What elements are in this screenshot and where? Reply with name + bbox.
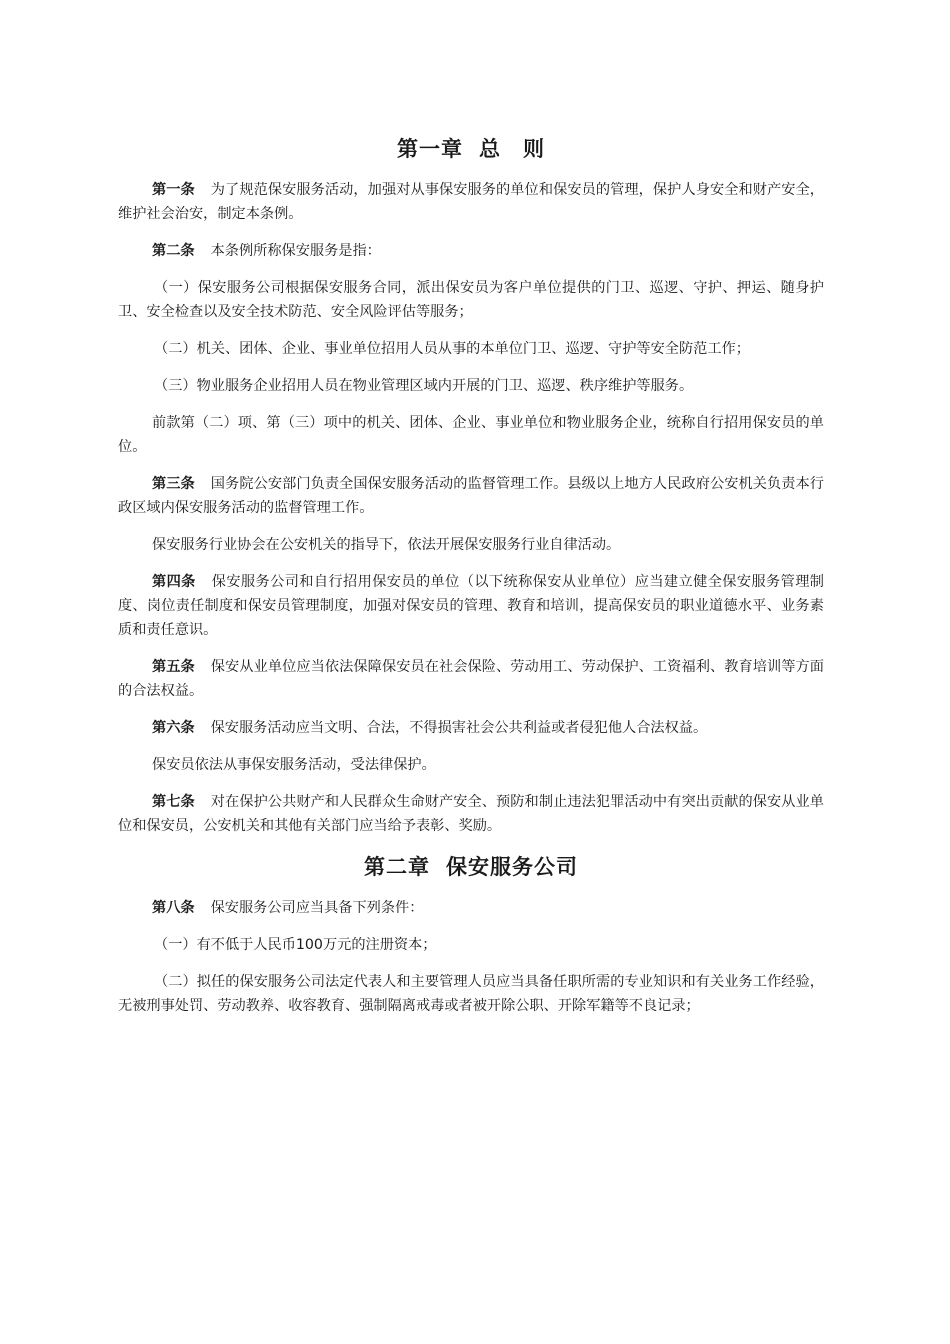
article-3 — [118, 472, 824, 520]
article-8 — [118, 896, 824, 920]
article-3-extra: 保安服务行业协会在公安机关的指导下，依法开展保安服务行业自律活动。 — [152, 537, 621, 553]
article-8-item-2: （二）拟任的保安服务公司法定代表人和主要管理人员应当具备任职所需的专业知识和有关业务工作经验，无被刑事处罚、劳动教养、收容教育、强制隔离戒毒或者被开除公职、开除军籍等不良记录； — [118, 974, 824, 1014]
article-7-label: 第七条 — [152, 794, 195, 810]
article-1-label: 第一条 — [152, 182, 195, 198]
article-2-item-2: （二）机关、团体、企业、事业单位招用人员从事的本单位门卫、巡逻、守护等安全防范工作； — [154, 341, 750, 357]
article-7 — [118, 790, 824, 838]
article-7-text: 对在保护公共财产和人民群众生命财产安全、预防和制止违法犯罪活动中有突出贡献的保安从业单位和保安员，公安机关和其他有关部门应当给予表彰、奖励。 — [118, 794, 824, 834]
article-1-text: 为了规范保安服务活动，加强对从事保安服务的单位和保安员的管理，保护人身安全和财产安全，维护社会治安，制定本条例。 — [118, 182, 824, 222]
chapter-2-heading — [118, 852, 824, 882]
article-6 — [118, 716, 824, 740]
chapter-1-title: 总 则 — [479, 137, 545, 161]
article-2-item-3: （三）物业服务企业招用人员在物业管理区域内开展的门卫、巡逻、秩序维护等服务。 — [154, 378, 694, 394]
article-5 — [118, 655, 824, 703]
article-3-text: 国务院公安部门负责全国保安服务活动的监督管理工作。县级以上地方人民政府公安机关负责本行政区域内保安服务活动的监督管理工作。 — [118, 476, 824, 516]
article-2-text: 本条例所称保安服务是指： — [210, 243, 381, 259]
article-6-extra: 保安员依法从事保安服务活动，受法律保护。 — [152, 757, 436, 773]
chapter-2-title: 保安服务公司 — [446, 855, 578, 879]
article-8-item-1: （一）有不低于人民币100万元的注册资本； — [154, 937, 437, 953]
article-3-label: 第三条 — [152, 476, 195, 492]
article-5-text: 保安从业单位应当依法保障保安员在社会保险、劳动用工、劳动保护、工资福利、教育培训等方面的合法权益。 — [118, 659, 824, 699]
article-4-label: 第四条 — [152, 574, 196, 590]
article-2-extra: 前款第（二）项、第（三）项中的机关、团体、企业、事业单位和物业服务企业，统称自行招用保安员的单位。 — [118, 415, 824, 455]
article-8-text: 保安服务公司应当具备下列条件： — [210, 900, 424, 916]
article-2-label: 第二条 — [152, 243, 195, 259]
article-4 — [118, 570, 824, 642]
article-6-text: 保安服务活动应当文明、合法，不得损害社会公共利益或者侵犯他人合法权益。 — [210, 720, 708, 736]
article-2 — [118, 239, 824, 263]
chapter-2-number: 第二章 — [364, 855, 430, 879]
article-4-text: 保安服务公司和自行招用保安员的单位（以下统称保安从业单位）应当建立健全保安服务管理制度、岗位责任制度和保安员管理制度，加强对保安员的管理、教育和培训，提高保安员的职业道德水平、业务素质和责任意识。 — [118, 574, 824, 638]
document-page — [118, 134, 824, 1031]
chapter-1-number: 第一章 — [397, 137, 463, 161]
article-6-label: 第六条 — [152, 720, 195, 736]
article-5-label: 第五条 — [152, 659, 195, 675]
article-1 — [118, 178, 824, 226]
article-8-label: 第八条 — [152, 900, 195, 916]
chapter-1-heading — [118, 134, 824, 164]
article-2-item-1: （一）保安服务公司根据保安服务合同，派出保安员为客户单位提供的门卫、巡逻、守护、押运、随身护卫、安全检查以及安全技术防范、安全风险评估等服务； — [118, 280, 824, 320]
